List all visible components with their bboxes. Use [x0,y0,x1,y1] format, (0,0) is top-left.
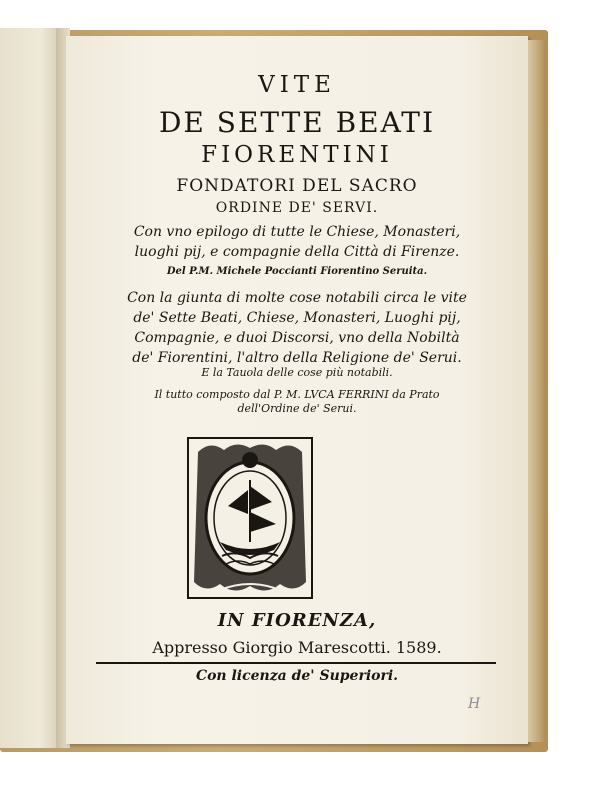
epilogue-line-1: Con vno epilogo di tutte le Chiese, Monasteri, [133,224,461,240]
imprint-place: IN FIORENZA, [217,610,377,631]
printers-device-ship-icon [180,432,320,604]
editor-line-1: Il tutto composto dal P. M. LVCA FERRINI da Prato [154,388,440,401]
editor-line-2: dell'Ordine de' Serui. [237,402,357,415]
page-edges [528,40,546,742]
additions-line-1: Con la giunta di molte cose notabili circa le vite [127,290,467,306]
epilogue-line-2: luoghi pij, e compagnie della Città di Firenze. [134,244,460,260]
title-line-2: DE SETTE BEATI [158,106,436,139]
title-line-4: FONDATORI DEL SACRO [176,176,418,196]
pencil-mark: H [468,696,481,712]
additions-line-2: de' Sette Beati, Chiese, Monasteri, Luoghi pij, [133,310,461,326]
additions-paragraph [66,288,528,368]
author-line: Del P.M. Michele Poccianti Fiorentino Seruita. [166,266,428,277]
title-line-5: ORDINE DE' SERVI. [215,200,379,216]
editor-credit [66,388,528,416]
additions-line-4: de' Fiorentini, l'altro della Religione de' Serui. [132,350,462,366]
imprint-printer: Appresso Giorgio Marescotti. 1589. [152,638,442,657]
table-note: E la Tauola delle cose più notabili. [201,366,393,379]
title-line-3: FIORENTINI [201,142,393,168]
additions-line-3: Compagnie, e duoi Discorsi, vno della Nobiltà [134,330,460,346]
left-page [0,28,59,748]
license-line: Con licenza de' Superiori. [195,668,399,684]
imprint-rule [96,662,496,664]
title-line-1: VITE [258,72,336,98]
epilogue-paragraph [66,222,528,262]
